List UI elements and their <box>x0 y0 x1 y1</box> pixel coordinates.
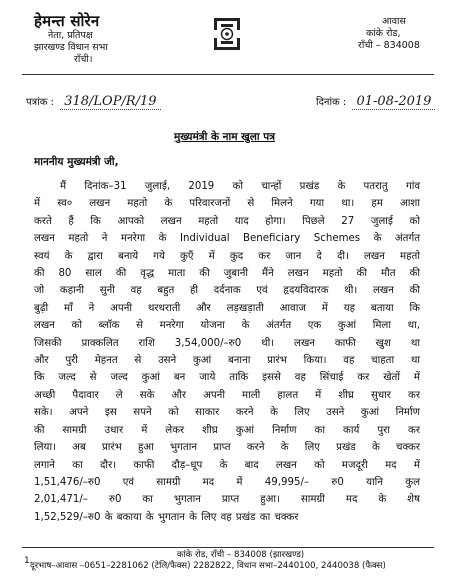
letter-footer <box>0 550 449 572</box>
body-line: बुढ़ी माँ ने अपनी थरथराती और लड़खड़ाती आवाज में यह बताया कि <box>34 302 420 314</box>
body-line: कि जल्द से जल्द कुआं बन जाये ताकि इससे वह सिंचाई कर खेतों में <box>34 372 420 384</box>
body-line: लखन महतो ने मनरेगा के Individual Beneficiary Schemes के अंतर्गत <box>34 233 420 245</box>
body-line: स्वयं के द्वारा बनाये गये कुएँ में कुद कर जान दे दी। लखन महतो <box>34 250 420 262</box>
body-line: की सामग्री उधार में लेकर शीघ्र कुआं निर्माण का कार्य पुरा कर <box>34 424 420 436</box>
body-line: और पुरी मेहनत से उसने कुआं बनाना प्रारंभ किया। वह चाहता था <box>34 355 420 367</box>
body-line: 2,01,471/– रु0 का भुगतान प्राप्त हुआ। सामग्री मद के शेष <box>34 494 420 506</box>
sender-city: राँची। <box>74 54 93 65</box>
sender-designation: नेता, प्रतिपक्ष <box>48 30 93 41</box>
body-line: करते हैं कि आपको लखन महतो याद होगा। पिछले 27 जुलाई को <box>34 215 420 227</box>
reference-label: पत्रांक : <box>26 97 55 108</box>
body-line: में स्व० लखन महतो के परिवारजनों से मिलने गया था। हम आशा <box>34 198 420 210</box>
body-line: की 80 साल की वृद्ध माता की जुबानी मैंने लखन महतो की मौत की <box>34 268 420 280</box>
page-marker: 1. <box>24 556 33 566</box>
letter-body <box>34 178 420 526</box>
body-line: 1,51,476/–रु0 एवं सामग्री मद में 49,995/– रु0 यानि कुल <box>34 476 420 488</box>
sender-name: हेमन्त सोरेन <box>34 12 100 30</box>
body-line: अच्छी पैदावार ले सके और अपनी माली हालत में शीघ्र सुधार कर <box>34 389 420 401</box>
body-line: सके। अपने इस सपने को साकार करने के लिए उसने कुआं निर्माण <box>34 407 420 419</box>
letter-title: मुख्यमंत्री के नाम खुला पत्र <box>173 131 275 143</box>
letterhead-address <box>348 16 446 52</box>
letterhead-sender <box>34 12 184 66</box>
footer-divider <box>22 547 434 548</box>
header-divider <box>22 74 434 75</box>
body-line: 1,52,529/–रु0 के बकाया के भुगतान के लिए वह प्रखंड का चक्कर <box>34 511 299 523</box>
letter-date <box>316 94 435 110</box>
body-line: मैं दिनांक–31 जुलाई, 2019 को चान्हों प्रखंड के पतरातु गांव <box>60 181 420 192</box>
address-line-3: राँची – 834008 <box>358 40 420 51</box>
body-line: लखन को ब्लॉक से मनरेगा योजना के अंतर्गत एक कुआं मिला था, <box>34 320 420 332</box>
jharkhand-emblem-icon <box>212 16 242 52</box>
sender-assembly: झारखण्ड विधान सभा <box>34 42 108 53</box>
body-line: जो कहानी सुनी वह बहुत ही दर्दनाक एवं हृदयविदारक थी। लखन की <box>34 285 420 297</box>
footer-address: कांके रोड, राँची – 834008 (झारखण्ड) <box>176 550 305 560</box>
body-line: लगाने का दौर। काफी दौड़–धूप के बाद लखन को मजदूरी मद में <box>34 459 420 471</box>
date-value: 01-08-2019 <box>352 94 435 110</box>
salutation: माननीय मुख्यमंत्री जी, <box>34 156 119 168</box>
address-line-2: कांके रोड, <box>366 28 401 39</box>
reference-value: 318/LOP/R/19 <box>60 94 160 110</box>
reference-number <box>26 94 161 110</box>
body-line: जिसकी प्राक्कलित राशि 3,54,000/–रु0 थी। लखन काफी खुश था <box>34 337 420 349</box>
body-line: लिया। अब प्रारंभ हुआ भुगतान प्राप्त करने के लिए प्रखंड के चक्कर <box>34 442 420 454</box>
address-line-1: आवास <box>382 16 406 27</box>
footer-phones: दूरभाष–आवास –0651–2281062 (टेलि/फैक्स) 2282822, विधान सभा–2440100, 2440038 (फैक्स) <box>30 561 386 571</box>
date-label: दिनांक : <box>316 97 347 108</box>
